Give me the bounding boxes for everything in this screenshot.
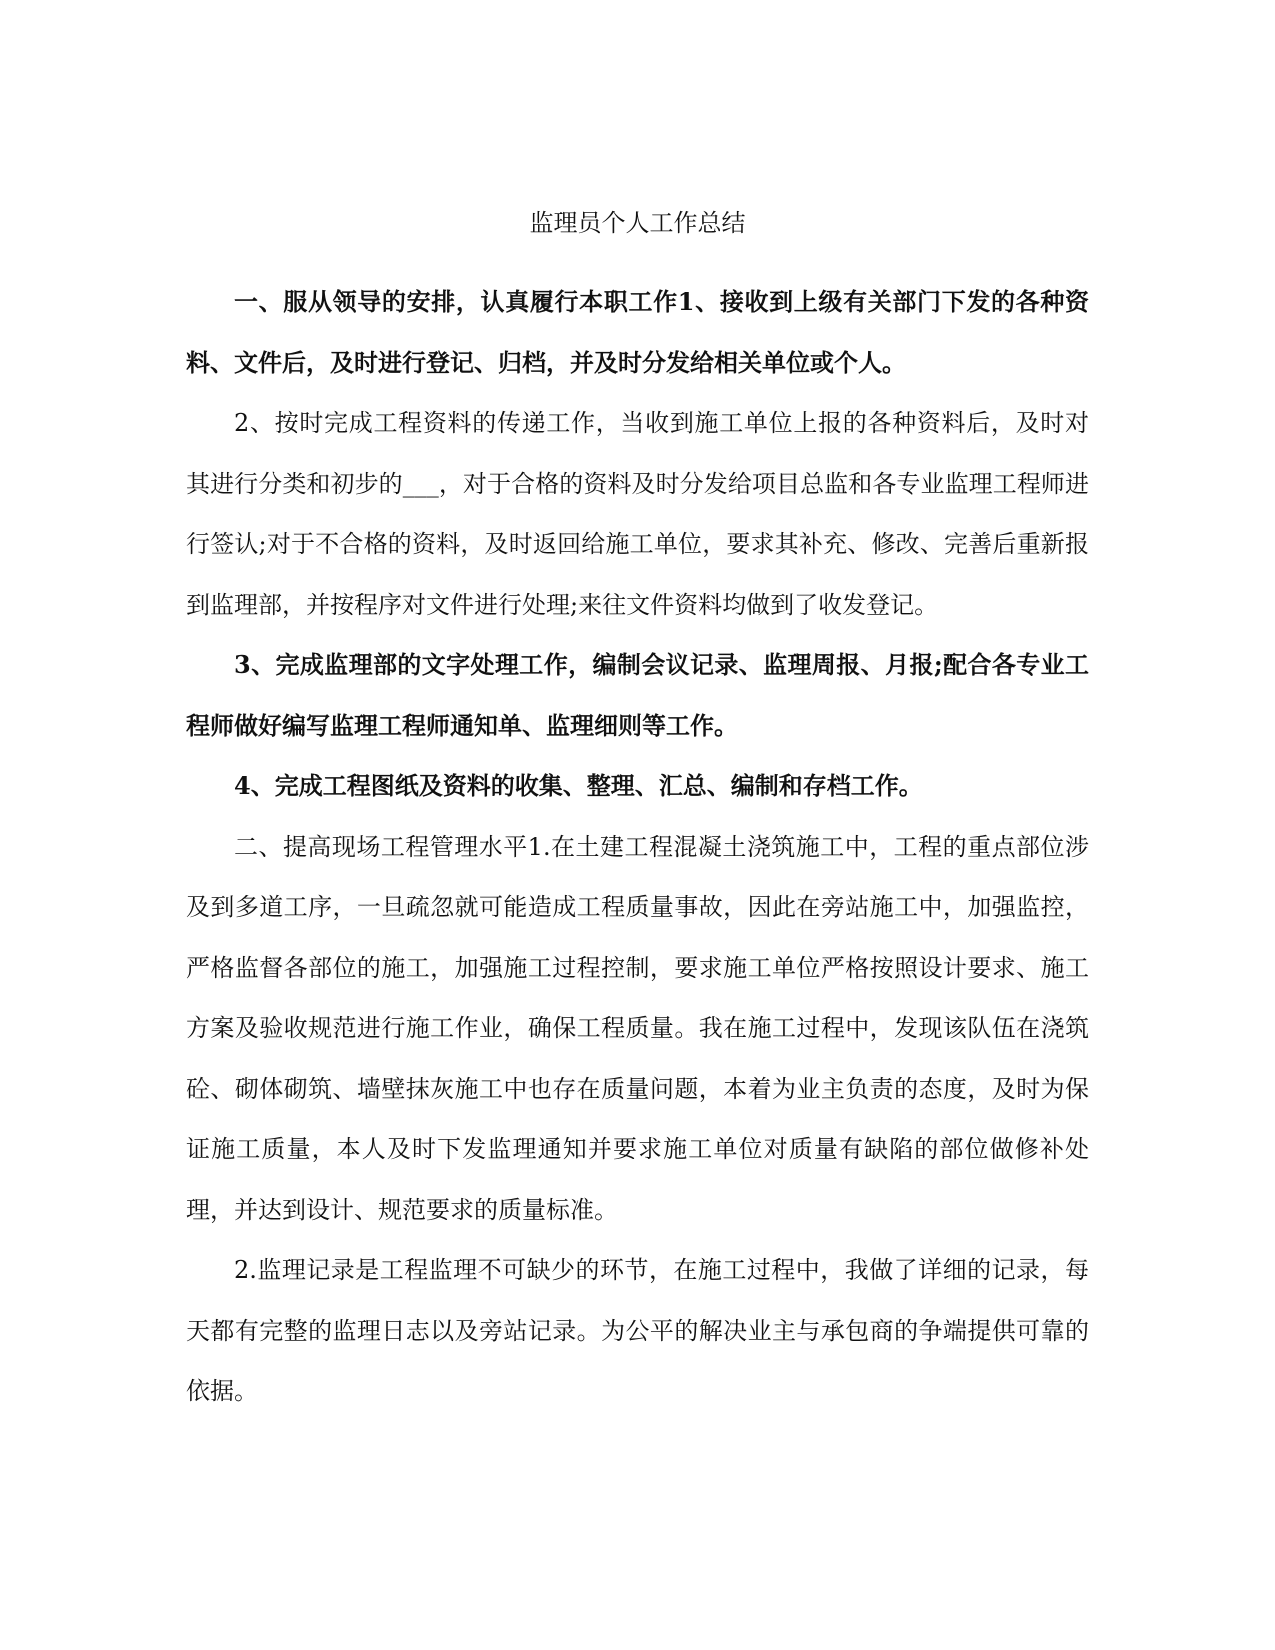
paragraph-3: 3、完成监理部的文字处理工作，编制会议记录、监理周报、月报;配合各专业工程师做好编写监理工程师通知单、监理细则等工作。 [186, 650, 1089, 740]
document-title: 监理员个人工作总结 [529, 209, 746, 237]
document-body [186, 272, 1089, 1422]
paragraph-4: 4、完成工程图纸及资料的收集、整理、汇总、编制和存档工作。 [234, 771, 923, 800]
paragraph-2: 2、按时完成工程资料的传递工作，当收到施工单位上报的各种资料后，及时对其进行分类和初步的___，对于合格的资料及时分发给项目总监和各专业监理工程师进行签认;对于不合格的资料，及时返回给施工单位，要求其补充、修改、完善后重新报到监理部，并按程序对文件进行处理;来往文件资料均做到了收发登记。 [186, 409, 1089, 619]
paragraph-5: 二、提高现场工程管理水平1.在土建工程混凝土浇筑施工中，工程的重点部位涉及到多道工序，一旦疏忽就可能造成工程质量事故，因此在旁站施工中，加强监控，严格监督各部位的施工，加强施工过程控制，要求施工单位严格按照设计要求、施工方案及验收规范进行施工作业，确保工程质量。我在施工过程中，发现该队伍在浇筑砼、砌体砌筑、墙壁抹灰施工中也存在质量问题，本着为业主负责的态度，及时为保证施工质量，本人及时下发监理通知并要求施工单位对质量有缺陷的部位做修补处理，并达到设计、规范要求的质量标准。 [186, 832, 1089, 1224]
paragraph-1: 一、服从领导的安排，认真履行本职工作1、接收到上级有关部门下发的各种资料、文件后，及时进行登记、归档，并及时分发给相关单位或个人。 [186, 287, 1089, 377]
paragraph-6: 2.监理记录是工程监理不可缺少的环节，在施工过程中，我做了详细的记录，每天都有完整的监理日志以及旁站记录。为公平的解决业主与承包商的争端提供可靠的依据。 [186, 1256, 1089, 1405]
